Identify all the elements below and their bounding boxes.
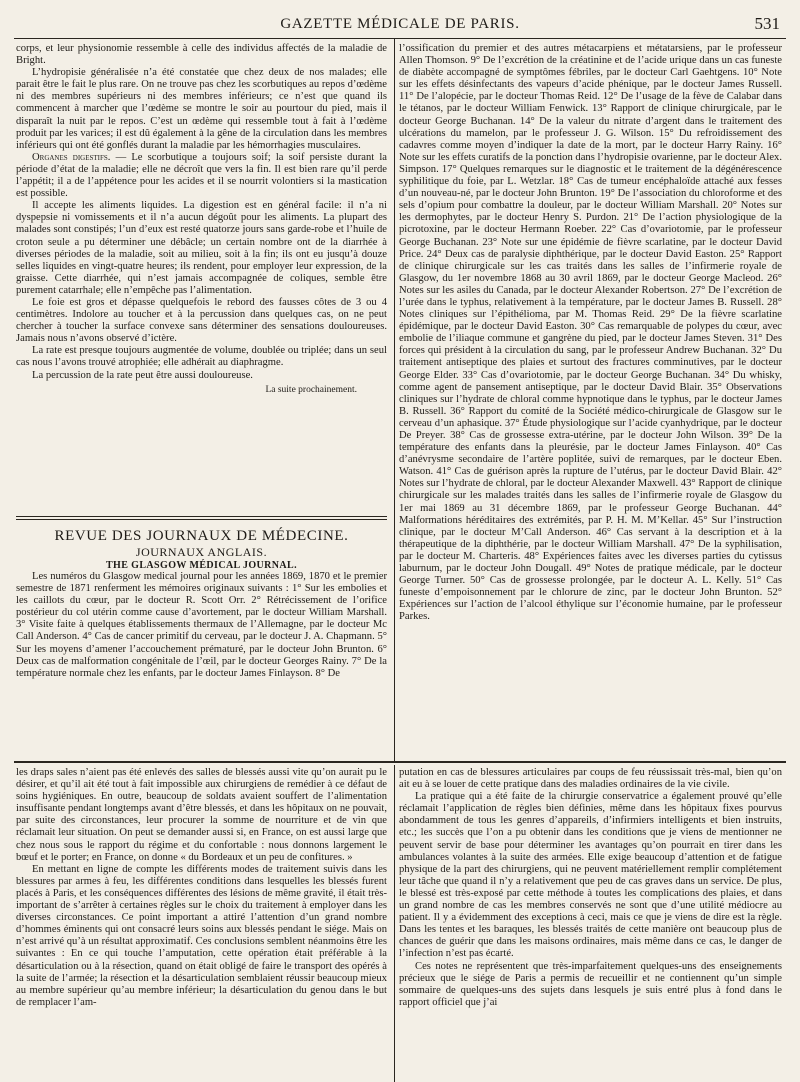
page-header [14, 14, 786, 36]
revue-section [16, 516, 387, 760]
running-title: GAZETTE MÉDICALE DE PARIS. [280, 16, 520, 32]
paragraph-text: — Le scorbutique a toujours soif; la soif persiste durant la période d’état de la maladie; elle ne décroît que vers la fin. Il est bien rare qu’il perde l’appétit; il a de l’appétence pour les acides et il se nourrit volontiers si la mastication est possible. [16, 151, 387, 200]
section-divider [14, 761, 786, 763]
revue-rule [16, 516, 387, 520]
paragraph: Le foie est gros et dépasse quelquefois le rebord des fausses côtes de 3 ou 4 centimètres. Indolore au toucher et à la percussion dans quelques cas, on ne peut chercher à toucher la surface convexe sans déterminer des sensations douloureuses. Jamais nous n’avons observé d’ictère. [16, 296, 387, 345]
paragraph: En mettant en ligne de compte les différents modes de traitement suivis dans les blessures par armes à feu, les différentes conditions dans lesquelles les blessés furent placés à Paris, et les conséquences différentes des lésions de même gravité, il était très-important de s’arrêter à certaines règles sur le choix du traitement à employer dans les diverses circonstances. Ce point important a attiré l’attention d’un grand nombre d’hommes éminents qui ont consacré leurs soins aux blessés pendant le siége. Mais on n’est arrivé qu’à un résultat approximatif. Ces conclusions semblent néanmoins être les suivantes : En ce qui touche l’amputation, cette opération était préférable à la désarticulation ou à la résection, quand on était obligé de faire le transport des opérés à la suite de l’armée; la résection et la désarticulation semblaient réussir beaucoup mieux au membre supérieur qu’au membre inférieur; la désarticulation du genou dans le but de remplacer l’am- [16, 863, 387, 1008]
paragraph: La rate est presque toujours augmentée de volume, doublée ou triplée; dans un seul cas nous l’avons trouvé atrophiée; elle adhérait au diaphragme. [16, 345, 387, 369]
lower-left-column [16, 767, 387, 1080]
paragraph: l’ossification du premier et des autres métacarpiens et métatarsiens, par le professeur Allen Thomson. 9° De l’excrétion de la créatinine et de l’acide urique dans un cas funeste de diabète accompagné de symptômes fébriles, par le docteur Carl Gaehtgens. 10° Note sur les effets désinfectants des vapeurs d’acide phénique, par le docteur James Russell. 11° De l’alopécie, par le docteur Thomas Reid. 12° De l’usage de la fève de Calabar dans le tétanos, par le docteur William Fenwick. 13° Rapport de clinique chirurgicale, par le docteur George Buchanan. 14° De la valeur du nitrate d’argent dans le traitement des ulcérations du mamelon, par le professeur J. G. Wilson. 15° Du refroidissement des cadavres comme moyen d’indiquer la date de la mort, par le docteur Harry Rainy. 16° Note sur les effets curatifs de la ponction dans l’hydropisie ovarienne, par le docteur Alex. Simpson. 17° Quelques remarques sur le diagnostic et le traitement de la dégénérescence syphilitique du foie, par L. Wetzlar. 18° Cas de tumeur encéphaloïde attaché aux fesses d’un nouveau-né, par le docteur John Brunton. 19° De l’association du chloroforme et des sels d’opium pour combattre la douleur, par le docteur William Marshall. 20° Notes sur les dermophytes, par le docteur Henry S. Purdon. 21° De l’action physiologique de la picrotoxine, par le docteur Hermann Roeber. 22° Cas d’ovariotomie, par le professeur George Buchanan. 23° Note sur une épidémie de fièvre scarlatine, par le docteur David Price. 24° Deux cas de paralysie diphthérique, par le docteur David Easton. 25° Rapport de clinique chirurgicale sur les cas traités dans les salles de l’infirmerie royale de Glasgow, du 1er novembre 1868 au 30 avril 1869, par le docteur George Macleod. 26° Notes sur les asiles du Canada, par le docteur Alexander Robertson. 27° De l’excrétion de l’urée dans le typhus, relativement à la température, par le docteur James B. Russell. 28° Notes cliniques sur l’épithélioma, par M. Thomas Reid. 29° De la fièvre scarlatine épidémique, par le docteur David Easton. 30° Cas remarquable de polypes du cœur, avec embolie de l’iliaque commune et gangrène du pied, par le docteur James Steven. 31° Des forces qui président à la circulation du sang, par le professeur Andrew Buchanan. 32° Du traitement antiseptique des plaies et surtout des fractures comminutives, par le docteur George Elder. 33° Cas d’ovariotomie, par le docteur George Buchanan. 34° Du whisky, comme agent de pansement antiseptique, par le docteur David Blair. 35° Observations cliniques sur l’hydrate de chloral comme hypnotique dans le typhus, par le docteur James B. Russell. 36° Rapport du comité de la Société médico-chirurgicale de Glasgow sur le cerveau d’un aphasique. 37° Étude physiologique sur l’acide cyanhydrique, par le docteur De Preyer. 38° Cas de grossesse extra-utérine, par le docteur John Wilson. 39° De la température des enfants dans la pleurésie, par le docteur James Finlayson. 40° Cas d’anévrysme secondaire de l’artère poplitée, suivi de remarques, par le docteur Eben. Watson. 41° Cas de guérison après la rupture de l’utérus, par le docteur David Blair. 42° Notes sur l’hydrate de chloral, par le docteur Alexander Maxwell. 43° Rapport de clinique chirurgicale sur les malades traités dans les salles de l’infirmerie royale de Glasgow du 1er mai 1869 au 31 décembre 1869, par le professeur George Buchanan. 44° Malformations héréditaires des extrémités, par P. H. M. M’Kellar. 45° Sur l’instruction clinique, par le docteur M’Call Anderson. 46° Cas servant à la description et à la thérapeutique de la diphthérie, par le docteur William Marshall. 47° De la syphilisation, par le docteur M. Charteris. 48° Expériences faites avec les diverses parties du cytissus laburnum, par le docteur John Dougall. 49° Notes de pratique médicale, par le docteur George Turner. 50° Cas de grossesse prolongée, par le docteur A. L. Kelly. 51° Cas funeste d’empoisonnement par le chlorure de zinc, par le docteur John Brunton. 52° Expériences sur l’action de l’alcool éthylique sur l’économie humaine, par le professeur Parkes. [399, 43, 782, 623]
revue-title: REVUE DES JOURNAUX DE MÉDECINE. [54, 528, 349, 544]
paragraph: La pratique qui a été faite de la chirurgie conservatrice a également prouvé qu’elle réclamait l’application de règles bien définies, même dans les hôpitaux fixes pourvus abondamment de tous les genres d’appareils, d’infirmiers intelligents et bien instruits, etc.; les succès que l’on a pu obtenir dans les conditions que je viens de mentionner ne peuvent servir de base pour déterminer les avantages qu’on pourrait en tirer dans les ambulances volantes à la suite des armées. Elle exige beaucoup d’attention et de fatigue physique de la part des chirurgiens, qui ne peuvent matériellement remplir complétement leur tâche que quand il n’y a relativement que peu de cas graves dans un service. De plus, le blessé est très-exposé par cette méthode à toutes les complications des plaies, et dans un grand nombre de cas les membres conservés ne sont que d’une utilité médiocre au patient. Il y a évidemment des exceptions à ceci, mais ce que je viens de dire est la règle. Dans les tentes et les baraques, les blessés traités de cette manière ont beaucoup plus de chances de guérir que dans les maisons ordinaires, mais même dans ce cas, le danger de l’infection n’est pas écarté. [399, 791, 782, 960]
column-divider-bottom [394, 765, 395, 1082]
revue-body: Les numéros du Glasgow medical journal pour les années 1869, 1870 et le premier semestre de 1871 renferment les mémoires originaux suivants : 1° Sur les embolies et les caillots du cœur, par le docteur R. Scott Orr. 2° Rétrécissement de l’orifice postérieur du col utérin comme cause d’avortement, par le docteur William Marshall. 3° Visite faite à quelques établissements thermaux de l’Allemagne, par le docteur Mc Call Anderson. 4° Cas de cancer primitif du cerveau, par le docteur J. A. Chapmann. 5° Sur les moyens d’amener l’accouchement prématuré, par le docteur John Brunton. 6° Deux cas de malformation congénitale de l’œil, par le docteur Georges Rainy. 7° De la température normale chez les enfants, par le docteur James Finlayson. 8° De [16, 571, 387, 679]
page-number: 531 [754, 14, 780, 33]
paragraph: Ces notes ne représentent que très-imparfaitement quelques-uns des enseignements précieux que le siége de Paris a permis de recueillir et ne contiennent qu’un simple sommaire de quelques-uns des sujets dans lesquels je suis entré plus à fond dans le rapport officiel que j’ai [399, 960, 782, 1008]
upper-left-column [16, 43, 387, 509]
column-divider-top [394, 38, 395, 761]
section-label: Organes digestifs. [32, 151, 111, 163]
paragraph: les draps sales n’aient pas été enlevés des salles de blessés aussi vite qu’on aurait pu le désirer, et qu’il ait été tout à fait impossible aux chirurgiens de remédier à ce défaut de soins hygiéniques. En outre, beaucoup de soldats avaient souffert de l’alimentation insuffisante pendant longtemps avant d’être blessés, et dans les hôpitaux on ne pouvait, par suite des circonstances, leur procurer la somme de nourriture et de vin que réclamait leur situation. On peut se demander aussi si, en France, on est aussi large que chez nous sous le rapport du régime et du confortable : nous donnons largement le bœuf et le porter; en France, on donne « du Bordeaux et un peu de confitures. » [16, 767, 387, 863]
revue-subtitle: JOURNAUX ANGLAIS. [135, 545, 268, 559]
lower-right-column [399, 767, 782, 1080]
paragraph: corps, et leur physionomie ressemble à celle des individus affectés de la maladie de Bright. [16, 43, 387, 67]
continuation-note: La suite prochainement. [265, 384, 357, 395]
journal-heading: THE GLASGOW MÉDICAL JOURNAL. [105, 560, 298, 571]
upper-right-column [399, 43, 782, 759]
header-rule [14, 38, 786, 39]
paragraph: L’hydropisie généralisée n’a été constatée que chez deux de nos malades; elle parait être le fait le plus rare. On ne trouve pas chez les scorbutiques au repos d’œdème ni des membres supérieurs ni des membres inférieurs; ce n’est que quand ils commencent à marcher que l’œdème se montre le soir au pourtour du pied, mais il disparaît la nuit par le repos. C’est un œdème qui ressemble tout à fait à l’œdème produit par les varices; il est dû également à la gêne de la circulation dans les membres inférieurs qui ont été gonflés durant la maladie par les hémorrhagies musculaires. [16, 67, 387, 151]
paragraph: La percussion de la rate peut être aussi douloureuse. [32, 369, 253, 381]
paragraph-organes [16, 152, 387, 200]
paragraph: Il accepte les aliments liquides. La digestion est en général facile: il n’a ni dyspepsie ni vomissements et il n’a aucun dégoût pour les aliments. La plupart des malades sont constipés; l’un d’eux est resté quatorze jours sans garde-robe et l’huile de croton seule a pu déterminer une débâcle; un certain nombre ont de la diarrhée à diverses périodes de la maladie, soit au milieu, soit à la fin; ils ont eu jusqu’à douze selles liquides en vingt-quatre heures; ils rendent, pour employer leur expression, de la graisse. Cette diarrhée, qui n’est jamais accompagnée de coliques, semble être purement catarrhale; elle n’empêche pas l’alimentation. [16, 200, 387, 296]
paragraph: putation en cas de blessures articulaires par coups de feu réussissait très-mal, bien qu’on ait eu à se louer de cette pratique dans des maladies ordinaires de la vie civile. [399, 767, 782, 791]
